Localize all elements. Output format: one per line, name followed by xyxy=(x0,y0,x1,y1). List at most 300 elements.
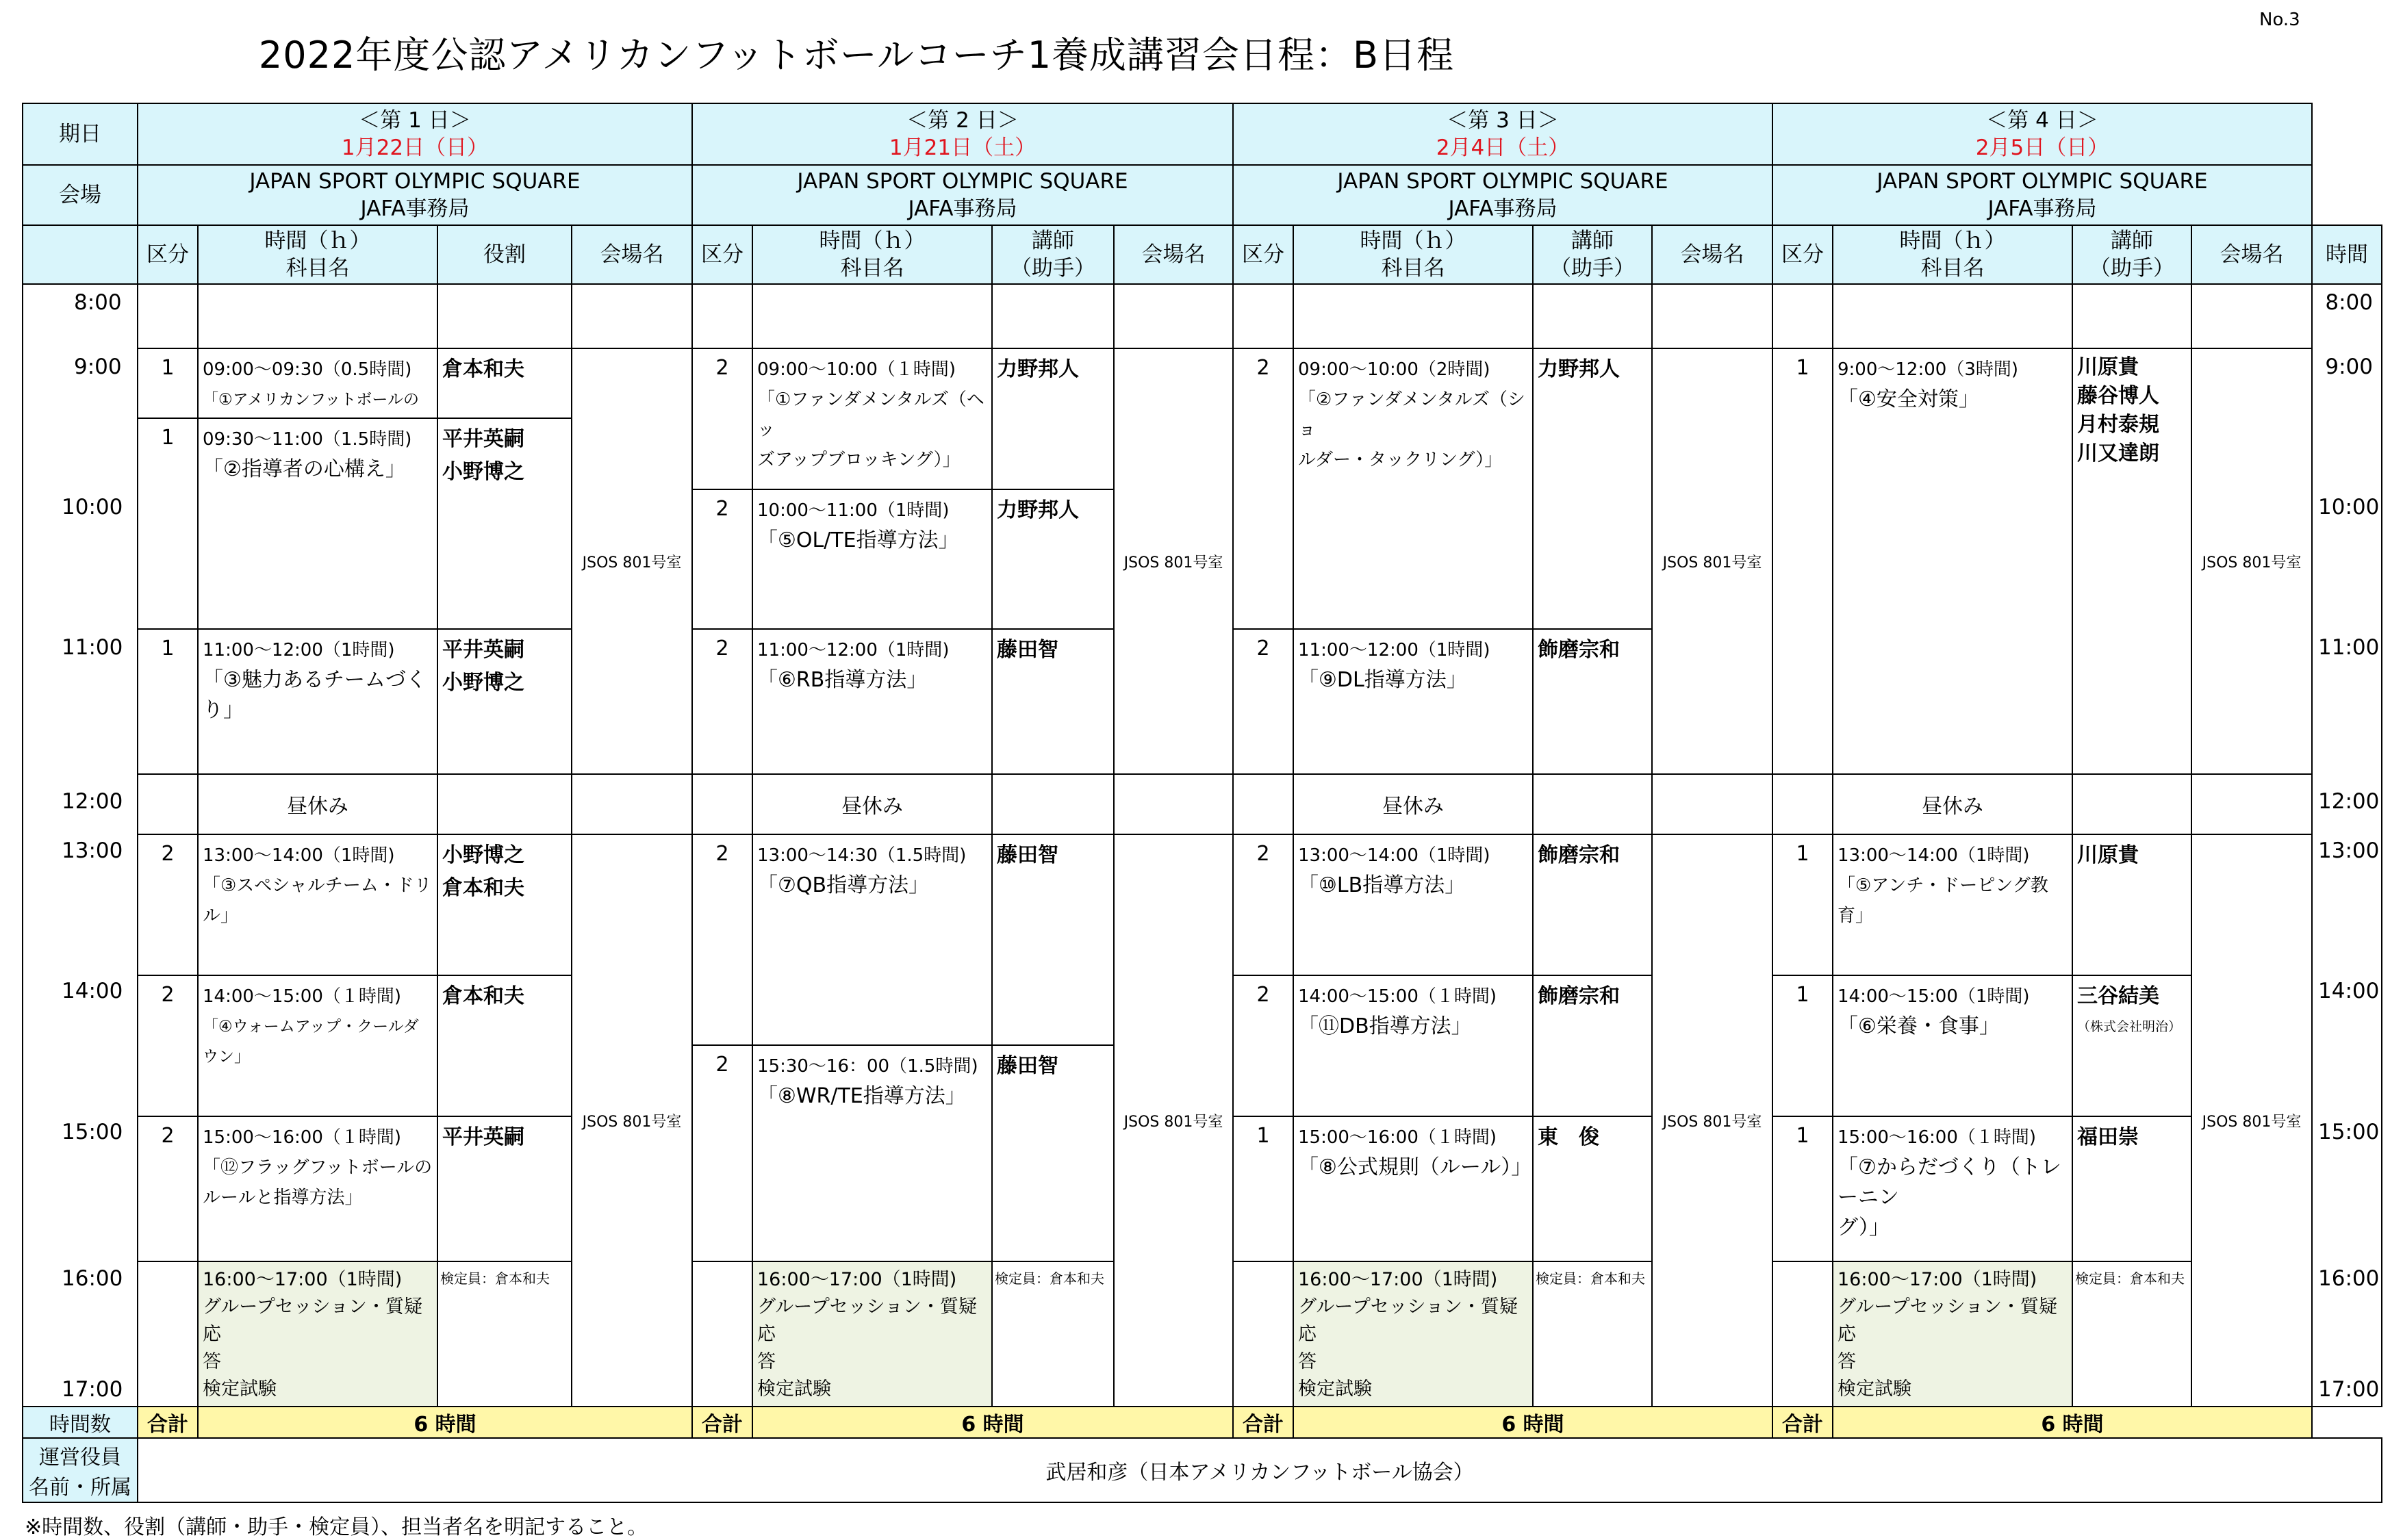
time-label-right: 8:00 xyxy=(2325,290,2373,315)
empty-cell xyxy=(1113,773,1234,835)
empty-cell xyxy=(1293,283,1534,349)
empty-cell xyxy=(1772,773,1833,835)
test-line: 答 xyxy=(757,1351,776,1372)
lecturer-header xyxy=(1532,224,1653,285)
room-cell: JSOS 801号室 xyxy=(571,834,693,1407)
session-cell xyxy=(197,348,438,419)
empty-cell xyxy=(1532,773,1653,835)
test-time: 16:00～17:00（1時間) xyxy=(1838,1269,2037,1290)
day-label: ＜第 4 日＞ xyxy=(1986,108,2098,133)
day1-header xyxy=(137,103,693,166)
kubun-cell: 2 xyxy=(691,489,753,630)
total-hours: 6 時間 xyxy=(752,1406,1234,1439)
empty-cell xyxy=(991,773,1115,835)
room-cell: JSOS 801号室 xyxy=(571,348,693,775)
session-subject: 「⑥栄養・食事」 xyxy=(1838,1014,2000,1038)
empty-cell xyxy=(197,283,438,349)
lecturer-cell xyxy=(2072,348,2192,775)
kubun-header xyxy=(137,224,199,285)
session-cell xyxy=(1293,348,1534,630)
lunch-cell: 昼休み xyxy=(1293,773,1534,835)
footnote: ※時間数、役割（講師・助手・検定員）、担当者名を明記すること。 xyxy=(25,1515,648,1539)
staff-value: 武居和彦（日本アメリカンフットボール協会） xyxy=(137,1437,2382,1503)
inspector-cell: 検定員：倉本和夫 xyxy=(437,1261,572,1407)
time-label-right: 17:00 xyxy=(2318,1377,2380,1402)
empty-cell xyxy=(571,773,693,835)
room-label: 会場名 xyxy=(1141,242,1206,267)
room-header xyxy=(571,224,693,285)
session-subject-cont: グ）」 xyxy=(1838,1216,1890,1240)
room-cell: JSOS 801号室 xyxy=(1113,834,1234,1407)
time-label-right: 15:00 xyxy=(2318,1120,2380,1144)
time-label-right: 16:00 xyxy=(2318,1266,2380,1291)
lecturer-name: 藤田智 xyxy=(997,1054,1058,1078)
time-h-label: 時間（ｈ） xyxy=(1360,229,1466,253)
session-subject: 「⑦からだづくり（トレーニン xyxy=(1838,1155,2061,1209)
empty-cell xyxy=(137,283,199,349)
session-time: 10:00～11:00（1時間) xyxy=(757,500,950,521)
session-time: 11:00～12:00（1時間) xyxy=(203,640,395,660)
session-time: 13:00～14:30（1.5時間) xyxy=(757,845,967,866)
lecturer-header xyxy=(991,224,1115,285)
day4-header xyxy=(1772,103,2313,166)
empty-cell xyxy=(1532,283,1653,349)
test-session-cell xyxy=(197,1261,438,1407)
assistant-label: （助手） xyxy=(2089,256,2174,281)
lecturer-cell xyxy=(991,834,1115,1046)
session-cell xyxy=(752,628,993,775)
inspector-cell: 検定員：倉本和夫 xyxy=(2072,1261,2192,1407)
lecturer-cell xyxy=(1532,1116,1653,1262)
inspector-cell: 検定員：倉本和夫 xyxy=(991,1261,1115,1407)
kubun-cell: 1 xyxy=(1772,1116,1833,1262)
day-label: ＜第 3 日＞ xyxy=(1447,108,1559,133)
subject-label: 科目名 xyxy=(1381,256,1445,281)
session-cell xyxy=(1832,834,2073,976)
session-subject: 「①アメリカンフットボールの xyxy=(203,391,419,409)
total-hours: 6 時間 xyxy=(1832,1406,2313,1439)
test-line: グループセッション・質疑応 xyxy=(203,1296,423,1345)
session-subject: 「⑩LB指導方法」 xyxy=(1298,873,1466,897)
session-cell xyxy=(752,834,993,1046)
session-time: 09:30～11:00（1.5時間) xyxy=(203,429,412,450)
session-subject: 「③魅力あるチームづくり」 xyxy=(203,668,427,722)
empty-cell xyxy=(2072,773,2192,835)
lecturer-cell xyxy=(991,628,1115,775)
blank-header xyxy=(22,224,138,285)
lecturer-name: 東 俊 xyxy=(1538,1125,1599,1149)
session-subject-cont: ルダー・タックリング）」 xyxy=(1298,450,1503,470)
time-label-left: 13:00 xyxy=(62,838,123,863)
time-label-left: 15:00 xyxy=(62,1120,123,1144)
lecturer-affiliation: （株式会社明治） xyxy=(2077,1019,2182,1034)
session-time: 14:00～15:00（１時間) xyxy=(203,986,401,1007)
session-subject: 「④安全対策」 xyxy=(1838,387,1979,411)
day4-venue xyxy=(1772,164,2313,226)
test-time: 16:00～17:00（1時間) xyxy=(203,1269,403,1290)
lecturer-label: 講師 xyxy=(2111,229,2153,253)
lecturer-cell xyxy=(437,628,572,775)
empty-cell xyxy=(1113,283,1234,349)
empty-cell xyxy=(1232,773,1294,835)
lecturer-name: 倉本和夫 xyxy=(442,357,524,381)
time-label-right: 9:00 xyxy=(2325,355,2373,379)
empty-cell xyxy=(1772,283,1833,349)
kubun-cell: 2 xyxy=(691,1044,753,1262)
session-subject: 「⑤アンチ・ドーピング教育」 xyxy=(1838,875,2048,926)
empty-cell xyxy=(1772,1261,1833,1407)
lecturer-name: 飾磨宗和 xyxy=(1538,843,1620,867)
lecturer-name: 川原貴 xyxy=(2077,843,2139,867)
session-subject: 「⑧公式規則（ルール）」 xyxy=(1298,1155,1532,1179)
session-cell xyxy=(197,975,438,1117)
session-subject: 「④ウォームアップ・クールダウン」 xyxy=(203,1018,419,1066)
staff-label-cell xyxy=(22,1437,138,1503)
session-cell xyxy=(197,834,438,976)
lecturer-label: 講師 xyxy=(1032,229,1074,253)
lunch-cell: 昼休み xyxy=(197,773,438,835)
total-label: 合計 xyxy=(137,1406,199,1439)
kubun-header xyxy=(1772,224,1833,285)
kubun-cell: 1 xyxy=(1772,834,1833,976)
session-subject: 「⑧WR/TE指導方法」 xyxy=(757,1084,966,1108)
lecturer-name: 川又達朗 xyxy=(2077,441,2159,465)
session-cell xyxy=(1293,1116,1534,1262)
lecturer-name: 平井英嗣 xyxy=(442,1125,524,1149)
time-label-left: 8:00 xyxy=(74,290,122,315)
empty-cell xyxy=(1832,283,2073,349)
day3-header xyxy=(1232,103,1773,166)
room-label: 会場名 xyxy=(600,242,664,267)
total-label: 合計 xyxy=(1772,1406,1833,1439)
lecturer-name: 平井英嗣 xyxy=(442,638,524,662)
subject-label: 科目名 xyxy=(285,256,350,281)
total-label: 合計 xyxy=(691,1406,753,1439)
lecturer-cell xyxy=(991,1044,1115,1262)
day-date: 1月21日（土） xyxy=(889,136,1037,160)
lecturer-cell xyxy=(2072,834,2192,976)
time-header-right xyxy=(2311,224,2382,285)
session-time: 14:00～15:00（1時間) xyxy=(1838,986,2030,1007)
lecturer-name: 力野邦人 xyxy=(997,498,1079,522)
lecturer-cell xyxy=(991,489,1115,630)
session-time: 14:00～15:00（１時間) xyxy=(1298,986,1497,1007)
session-subject: 「⑨DL指導方法」 xyxy=(1298,668,1467,692)
room-cell: JSOS 801号室 xyxy=(2191,834,2313,1407)
session-subject: 「②指導者の心構え」 xyxy=(203,457,406,481)
page-number: No.3 xyxy=(2259,10,2300,30)
room-cell: JSOS 801号室 xyxy=(2191,348,2313,775)
time-label-left: 10:00 xyxy=(62,495,123,519)
lecturer-header xyxy=(2072,224,2192,285)
session-cell xyxy=(752,1044,993,1262)
session-time: 13:00～14:00（1時間) xyxy=(1838,845,2030,866)
venue-line2: JAFA事務局 xyxy=(1987,196,2097,221)
session-cell xyxy=(752,489,993,630)
lecturer-cell xyxy=(1532,348,1653,630)
venue-line1: JAPAN SPORT OLYMPIC SQUARE xyxy=(249,169,581,194)
session-subject: 「⑦QB指導方法」 xyxy=(757,873,930,897)
time-label: 時間 xyxy=(2326,242,2368,267)
lecturer-name: 小野博之 xyxy=(442,843,524,867)
test-line: 答 xyxy=(1298,1351,1317,1372)
kubun-header xyxy=(1232,224,1294,285)
lecturer-cell xyxy=(437,1116,572,1262)
lecturer-name: 藤田智 xyxy=(997,843,1058,867)
staff-label: 運営役員 xyxy=(39,1446,121,1470)
session-subject: 「⑤OL/TE指導方法」 xyxy=(757,528,959,552)
test-line: グループセッション・質疑応 xyxy=(1838,1296,2058,1345)
test-session-cell xyxy=(752,1261,993,1407)
kubun-cell: 2 xyxy=(691,348,753,490)
room-header xyxy=(1113,224,1234,285)
session-cell xyxy=(1293,628,1534,775)
lecturer-name: 飾磨宗和 xyxy=(1538,984,1620,1008)
day2-venue xyxy=(691,164,1234,226)
empty-cell xyxy=(2191,773,2313,835)
session-time: 15:00～16:00（１時間) xyxy=(203,1127,401,1148)
venue-line2: JAFA事務局 xyxy=(908,196,1017,221)
day-label: ＜第 1 日＞ xyxy=(359,108,471,133)
lecturer-name: 藤田智 xyxy=(997,638,1058,662)
session-cell xyxy=(197,418,438,630)
total-hours: 6 時間 xyxy=(197,1406,693,1439)
inspector-cell: 検定員：倉本和夫 xyxy=(1532,1261,1653,1407)
session-subject: 「②ファンダメンタルズ（ショ xyxy=(1298,389,1525,440)
lecturer-cell xyxy=(1532,975,1653,1117)
empty-cell xyxy=(2072,283,2192,349)
venue-line2: JAFA事務局 xyxy=(360,196,470,221)
kubun-cell: 1 xyxy=(1772,975,1833,1117)
session-cell xyxy=(1293,975,1534,1117)
time-subject-header xyxy=(197,224,438,285)
kubun-cell: 2 xyxy=(691,628,753,775)
empty-cell xyxy=(137,1261,199,1407)
session-cell xyxy=(197,628,438,775)
test-session-cell xyxy=(1293,1261,1534,1407)
test-time: 16:00～17:00（1時間) xyxy=(1298,1269,1498,1290)
time-label-left: 9:00 xyxy=(74,355,122,379)
venue-label-cell xyxy=(22,164,138,226)
session-time: 15:30～16：00（1.5時間) xyxy=(757,1056,978,1077)
test-line: グループセッション・質疑応 xyxy=(757,1296,978,1345)
session-subject-cont: ルールと指導方法」 xyxy=(203,1188,363,1208)
empty-cell xyxy=(991,283,1115,349)
date-label-cell xyxy=(22,103,138,166)
session-subject-cont: ズアップブロッキング）」 xyxy=(757,450,961,470)
lecturer-name: 力野邦人 xyxy=(997,357,1079,381)
lecturer-cell xyxy=(437,418,572,630)
kubun-cell: 2 xyxy=(1232,628,1294,775)
session-time: 09:00～10:00（１時間) xyxy=(757,359,956,380)
room-header xyxy=(1651,224,1773,285)
lecturer-cell xyxy=(991,348,1115,490)
time-label-left: 11:00 xyxy=(62,635,123,660)
subject-label: 科目名 xyxy=(1920,256,1985,281)
session-time: 11:00～12:00（1時間) xyxy=(757,640,950,660)
day-date: 2月4日（土） xyxy=(1436,136,1570,160)
empty-cell xyxy=(691,773,753,835)
time-label-right: 14:00 xyxy=(2318,979,2380,1003)
session-subject: 「⑥RB指導方法」 xyxy=(757,668,928,692)
lecturer-cell xyxy=(1532,628,1653,775)
empty-cell xyxy=(1232,1261,1294,1407)
test-line: 答 xyxy=(1838,1351,1856,1372)
lecturer-cell xyxy=(437,975,572,1117)
lecturer-name: 福田崇 xyxy=(2077,1125,2139,1149)
kubun-cell: 1 xyxy=(1232,1116,1294,1262)
assistant-label: （助手） xyxy=(1550,256,1635,281)
empty-cell xyxy=(437,773,572,835)
kubun-label: 区分 xyxy=(1242,242,1284,267)
lunch-cell: 昼休み xyxy=(752,773,993,835)
test-session-cell xyxy=(1832,1261,2073,1407)
total-hours: 6 時間 xyxy=(1293,1406,1773,1439)
role-label: 役割 xyxy=(483,242,526,267)
time-label-left: 17:00 xyxy=(62,1377,123,1402)
total-label: 合計 xyxy=(1232,1406,1294,1439)
lecturer-name: 小野博之 xyxy=(442,460,524,484)
lecturer-label: 講師 xyxy=(1571,229,1614,253)
kubun-cell: 2 xyxy=(1232,348,1294,630)
empty-cell xyxy=(1651,773,1773,835)
session-cell xyxy=(1832,975,2073,1117)
lecturer-name: 倉本和夫 xyxy=(442,876,524,900)
time-label-left: 12:00 xyxy=(62,789,123,814)
kubun-cell: 2 xyxy=(137,975,199,1117)
room-cell: JSOS 801号室 xyxy=(1651,348,1773,775)
kubun-cell: 1 xyxy=(137,418,199,630)
session-cell xyxy=(1293,834,1534,976)
venue-line1: JAPAN SPORT OLYMPIC SQUARE xyxy=(797,169,1128,194)
room-label: 会場名 xyxy=(1680,242,1744,267)
session-time: 09:00～10:00（2時間) xyxy=(1298,359,1490,380)
session-subject: 「⑫フラッグフットボールの xyxy=(203,1157,433,1178)
lecturer-cell xyxy=(437,348,572,419)
time-label-right: 11:00 xyxy=(2318,635,2380,660)
session-time: 13:00～14:00（1時間) xyxy=(1298,845,1490,866)
kubun-cell: 2 xyxy=(137,834,199,976)
time-label-right: 10:00 xyxy=(2318,495,2380,519)
kubun-cell: 2 xyxy=(137,1116,199,1262)
session-cell xyxy=(752,348,993,490)
day-date: 2月5日（日） xyxy=(1975,136,2109,160)
venue-line1: JAPAN SPORT OLYMPIC SQUARE xyxy=(1337,169,1668,194)
test-line: 答 xyxy=(203,1351,221,1372)
room-cell: JSOS 801号室 xyxy=(1113,348,1234,775)
empty-cell xyxy=(691,1261,753,1407)
page-title: 2022年度公認アメリカンフットボールコーチ1養成講習会日程：B日程 xyxy=(258,34,1455,77)
lecturer-name: 三谷結美 xyxy=(2077,984,2159,1008)
kubun-header xyxy=(691,224,753,285)
empty-cell xyxy=(137,773,199,835)
time-h-label: 時間（ｈ） xyxy=(1899,229,2006,253)
time-subject-header xyxy=(752,224,993,285)
lecturer-name: 平井英嗣 xyxy=(442,427,524,451)
kubun-cell: 1 xyxy=(137,628,199,775)
lecturer-name: 倉本和夫 xyxy=(442,984,524,1008)
session-time: 9:00～12:00（3時間) xyxy=(1838,359,2018,380)
session-subject: 「⑪DB指導方法」 xyxy=(1298,1014,1472,1038)
test-time: 16:00～17:00（1時間) xyxy=(757,1269,957,1290)
empty-cell xyxy=(1651,283,1773,349)
lecturer-name: 小野博之 xyxy=(442,671,524,695)
empty-cell xyxy=(571,283,693,349)
test-line: 検定試験 xyxy=(1298,1378,1372,1400)
time-label-right: 13:00 xyxy=(2318,838,2380,863)
lecturer-name: 月村泰規 xyxy=(2077,413,2159,437)
session-time: 15:00～16:00（１時間) xyxy=(1838,1127,2036,1148)
session-time: 15:00～16:00（１時間) xyxy=(1298,1127,1497,1148)
kubun-cell: 2 xyxy=(1232,975,1294,1117)
test-line: 検定試験 xyxy=(1838,1378,1911,1400)
venue-line1: JAPAN SPORT OLYMPIC SQUARE xyxy=(1877,169,2208,194)
empty-cell xyxy=(437,283,572,349)
role-header xyxy=(437,224,572,285)
lecturer-name: 飾磨宗和 xyxy=(1538,638,1620,662)
assistant-label: （助手） xyxy=(1010,256,1095,281)
date-label: 期日 xyxy=(59,122,101,146)
session-time: 13:00～14:00（1時間) xyxy=(203,845,395,866)
lecturer-cell xyxy=(2072,1116,2192,1262)
lecturer-cell xyxy=(437,834,572,976)
kubun-label: 区分 xyxy=(701,242,743,267)
time-label-right: 12:00 xyxy=(2318,789,2380,814)
empty-cell xyxy=(752,283,993,349)
session-subject: 「①ファンダメンタルズ（ヘッ xyxy=(757,389,984,440)
kubun-cell: 1 xyxy=(1772,348,1833,775)
day-label: ＜第 2 日＞ xyxy=(906,108,1019,133)
day1-venue xyxy=(137,164,693,226)
session-cell xyxy=(1832,348,2073,775)
staff-sublabel: 名前・所属 xyxy=(29,1476,131,1500)
day-date: 1月22日（日） xyxy=(341,136,489,160)
time-subject-header xyxy=(1832,224,2073,285)
kubun-cell: 2 xyxy=(1232,834,1294,976)
day2-header xyxy=(691,103,1234,166)
test-line: 検定試験 xyxy=(757,1378,831,1400)
session-cell xyxy=(197,1116,438,1262)
lecturer-cell xyxy=(1532,834,1653,976)
lecturer-cell xyxy=(2072,975,2192,1117)
lecturer-name: 藤谷博人 xyxy=(2077,384,2159,408)
session-cell xyxy=(1832,1116,2073,1262)
empty-cell xyxy=(691,283,753,349)
lecturer-name: 川原貴 xyxy=(2077,355,2139,379)
room-label: 会場名 xyxy=(2220,242,2284,267)
test-line: 検定試験 xyxy=(203,1378,277,1400)
time-label-left: 16:00 xyxy=(62,1266,123,1291)
time-label-left: 14:00 xyxy=(62,979,123,1003)
subject-label: 科目名 xyxy=(840,256,904,281)
empty-cell xyxy=(1232,283,1294,349)
session-time: 09:00～09:30（0.5時間) xyxy=(203,359,412,380)
lecturer-name: 力野邦人 xyxy=(1538,357,1620,381)
venue-line2: JAFA事務局 xyxy=(1448,196,1558,221)
empty-cell xyxy=(2191,283,2313,349)
lunch-cell: 昼休み xyxy=(1832,773,2073,835)
session-time: 11:00～12:00（1時間) xyxy=(1298,640,1490,660)
venue-label: 会場 xyxy=(59,183,101,207)
kubun-cell: 1 xyxy=(137,348,199,419)
day3-venue xyxy=(1232,164,1773,226)
hours-label-cell: 時間数 xyxy=(22,1406,138,1439)
kubun-label: 区分 xyxy=(147,242,189,267)
kubun-cell: 2 xyxy=(691,834,753,1046)
room-header xyxy=(2191,224,2313,285)
session-subject: 「③スペシャルチーム・ドリル」 xyxy=(203,875,432,926)
time-h-label: 時間（ｈ） xyxy=(264,229,371,253)
